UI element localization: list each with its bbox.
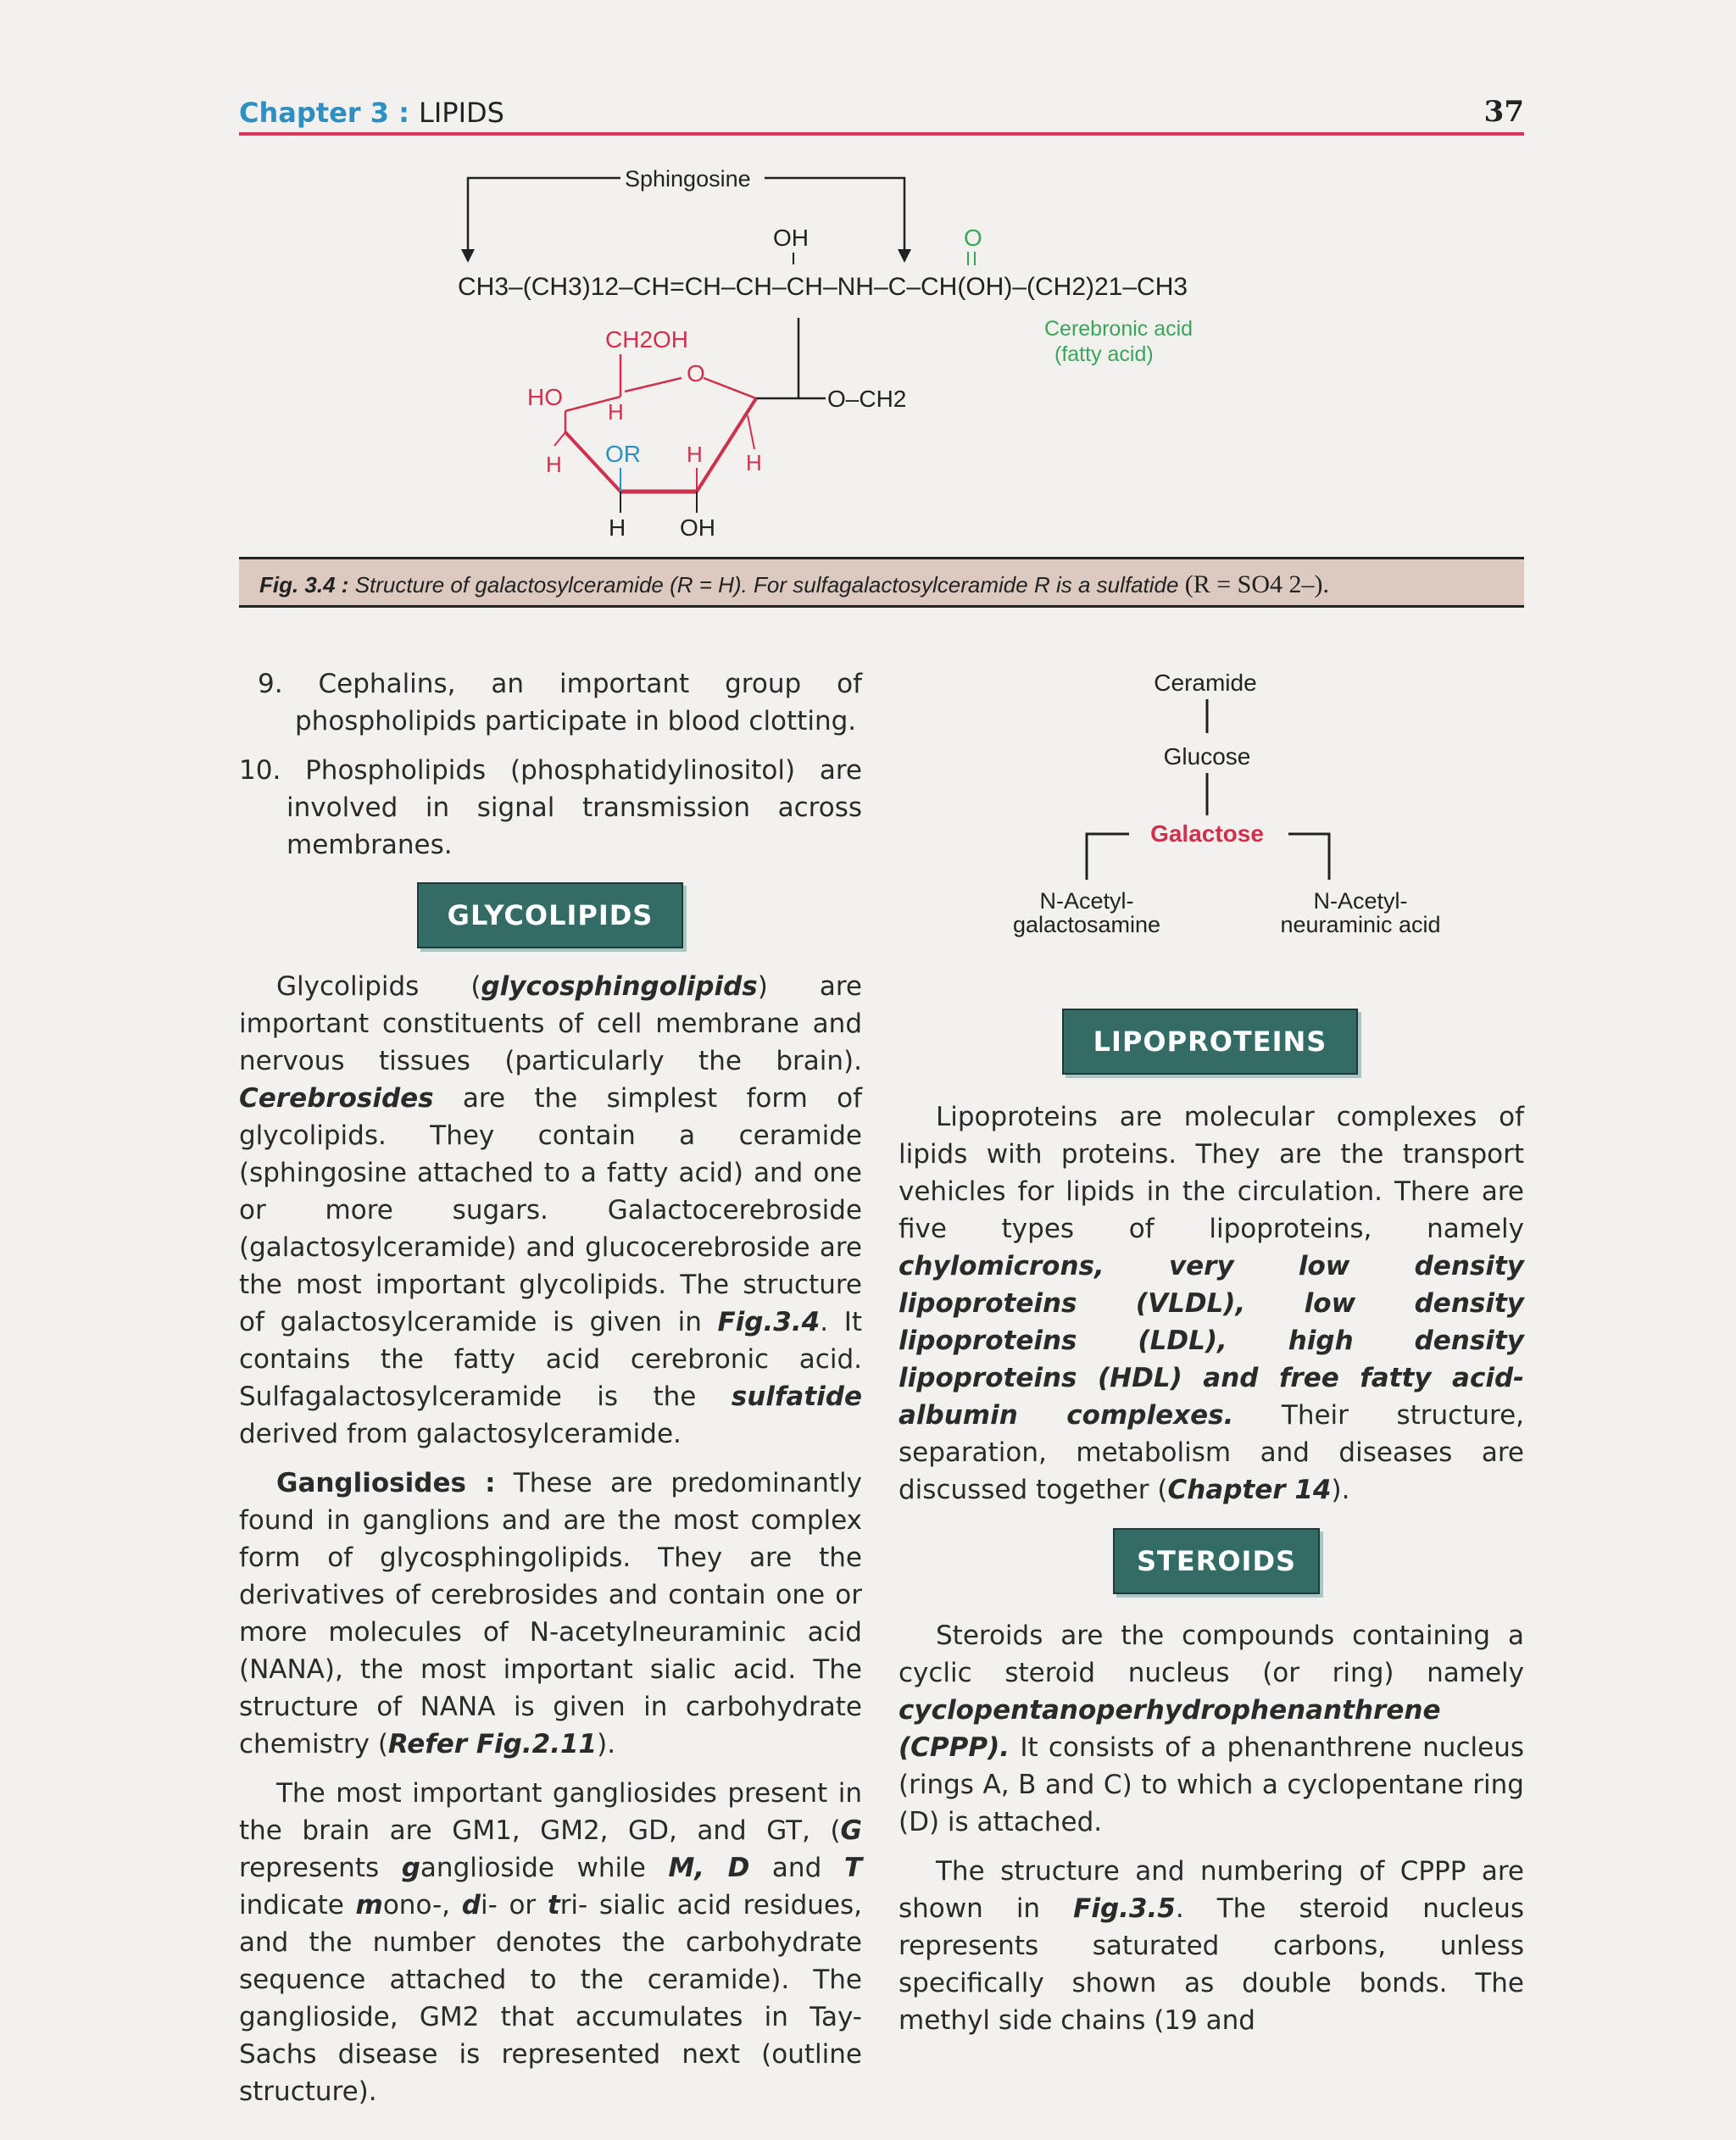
fatty-acid-label: (fatty acid) [1054, 342, 1154, 366]
header-rule [239, 132, 1524, 136]
glycolipids-heading: GLYCOLIPIDS [417, 882, 683, 948]
lipoproteins-heading: LIPOPROTEINS [1062, 1009, 1358, 1075]
left-column [239, 665, 862, 864]
page-header [239, 93, 1524, 134]
h-left-label: H [546, 452, 562, 477]
main-chain-formula: CH3–(CH3)12–CH=CH–CH–CH–NH–C–CH(OH)–(CH2)21–CH3 [458, 273, 1188, 301]
tree-left-leaf-1: N-Acetyl- [1039, 888, 1134, 914]
ganglioside-tree [899, 661, 1526, 941]
tree-right-leaf-2: neuraminic acid [1280, 912, 1441, 937]
gangliosides-paragraph: Gangliosides : These are predominantly found in ganglions and are the most complex form of glycosphingolipids. They are the derivatives of cerebrosides and contain one or more molecules of N-acetylneuraminic acid (NANA), the most important sialic acid. The structure of NANA is given in carbohydrate chemistry (Refer Fig.2.11). [239, 1468, 863, 1759]
o-ch2-label: O–CH2 [827, 386, 907, 412]
structure-diagram [239, 170, 1524, 559]
tree-left-leaf-2: galactosamine [1012, 912, 1161, 937]
page-number: 37 [1483, 95, 1524, 129]
chapter-label: Chapter 3 : LIPIDS [239, 97, 504, 129]
list-item-10: 10. Phospholipids (phosphatidylinositol) are involved in signal transmission across membranes. [239, 755, 862, 860]
cerebronic-acid-label: Cerebronic acid [1044, 317, 1194, 341]
glycolipids-paragraph: Glycolipids (glycosphingolipids) are important constituents of cell membrane and nervous tissues (particularly the brain). Cerebrosides are the simplest form of glycolipids. They contain a ceramide (sphingosine attached to a fatty acid) and one or more sugars. Galactocerebroside (galactosylceramide) and glucocerebroside are the most important glycolipids. The structure of galactosylceramide is given in Fig.3.4. It contains the fatty acid cerebronic acid. Sulfagalactosylceramide is the sulfatide derived from galactosylceramide. [239, 971, 862, 1449]
lipoproteins-text [899, 1098, 1524, 1509]
chapter-title: LIPIDS [419, 97, 504, 129]
or-label: OR [605, 441, 641, 467]
list-item-9: 9. Cephalins, an important group of phospholipids participate in blood clotting. [258, 669, 862, 736]
caption-text: Structure of galactosylceramide (R = H). For sulfagalactosylceramide R is a sulfatide [354, 572, 1179, 598]
steroids-heading: STEROIDS [1113, 1528, 1320, 1594]
ring-o-label: O [687, 360, 705, 386]
oh-bottom-label: OH [680, 514, 715, 541]
ch2oh-label: CH2OH [605, 326, 689, 353]
oh-top-label: OH [773, 225, 809, 251]
h-mid-label: H [687, 442, 703, 467]
h-right-label: H [746, 450, 762, 475]
tree-glucose: Glucose [1163, 743, 1251, 770]
glycolipids-text [239, 968, 862, 2110]
sphingosine-label: Sphingosine [625, 170, 751, 192]
carbonyl-o-label: O [964, 225, 982, 251]
steroids-paragraph-1: Steroids are the compounds containing a cyclic steroid nucleus (or ring) namely cyclopentanoperhydrophenanthrene (CPPP). It consists of a phenanthrene nucleus (rings A, B and C) to which a cyclopentane ring (D) is attached. [899, 1620, 1524, 1837]
h-left-top-label: H [608, 399, 624, 425]
figure-galactosylceramide [239, 170, 1524, 593]
h-bottom-label: H [609, 514, 626, 541]
caption-fig-number: Fig. 3.4 : [259, 572, 349, 598]
gm-paragraph: The most important gangliosides present in the brain are GM1, GM2, GD, and GT, (G represents ganglioside while M, D and T indicate mono-, di- or tri- sialic acid residues, and the number denotes the carbohydrate sequence attached to the ceramide). The ganglioside, GM2 that accumulates in Tay-Sachs disease is represented next (outline structure). [239, 1778, 862, 2107]
tree-right-leaf-1: N-Acetyl- [1313, 888, 1408, 914]
tree-ceramide: Ceramide [1154, 670, 1257, 696]
figure-caption [239, 557, 1524, 608]
caption-formula: (R = SO4 2–). [1184, 570, 1329, 598]
steroids-paragraph-2: The structure and numbering of CPPP are shown in Fig.3.5. The steroid nucleus represents saturated carbons, unless specifically shown as double bonds. The methyl side chains (19 and [899, 1856, 1525, 2036]
ho-label: HO [527, 384, 563, 410]
tree-diagram [899, 661, 1526, 941]
steroids-text [899, 1617, 1524, 2039]
lipoproteins-paragraph: Lipoproteins are molecular complexes of lipids with proteins. They are the transport vehicles for lipids in the circulation. There are five types of lipoproteins, namely chylomicrons, very low density lipoproteins (VLDL), low density lipoproteins (LDL), high density lipoproteins (HDL) and free fatty acid-albumin complexes. Their structure, separation, metabolism and diseases are discussed together (Chapter 14). [899, 1102, 1524, 1505]
tree-galactose: Galactose [1150, 820, 1264, 847]
